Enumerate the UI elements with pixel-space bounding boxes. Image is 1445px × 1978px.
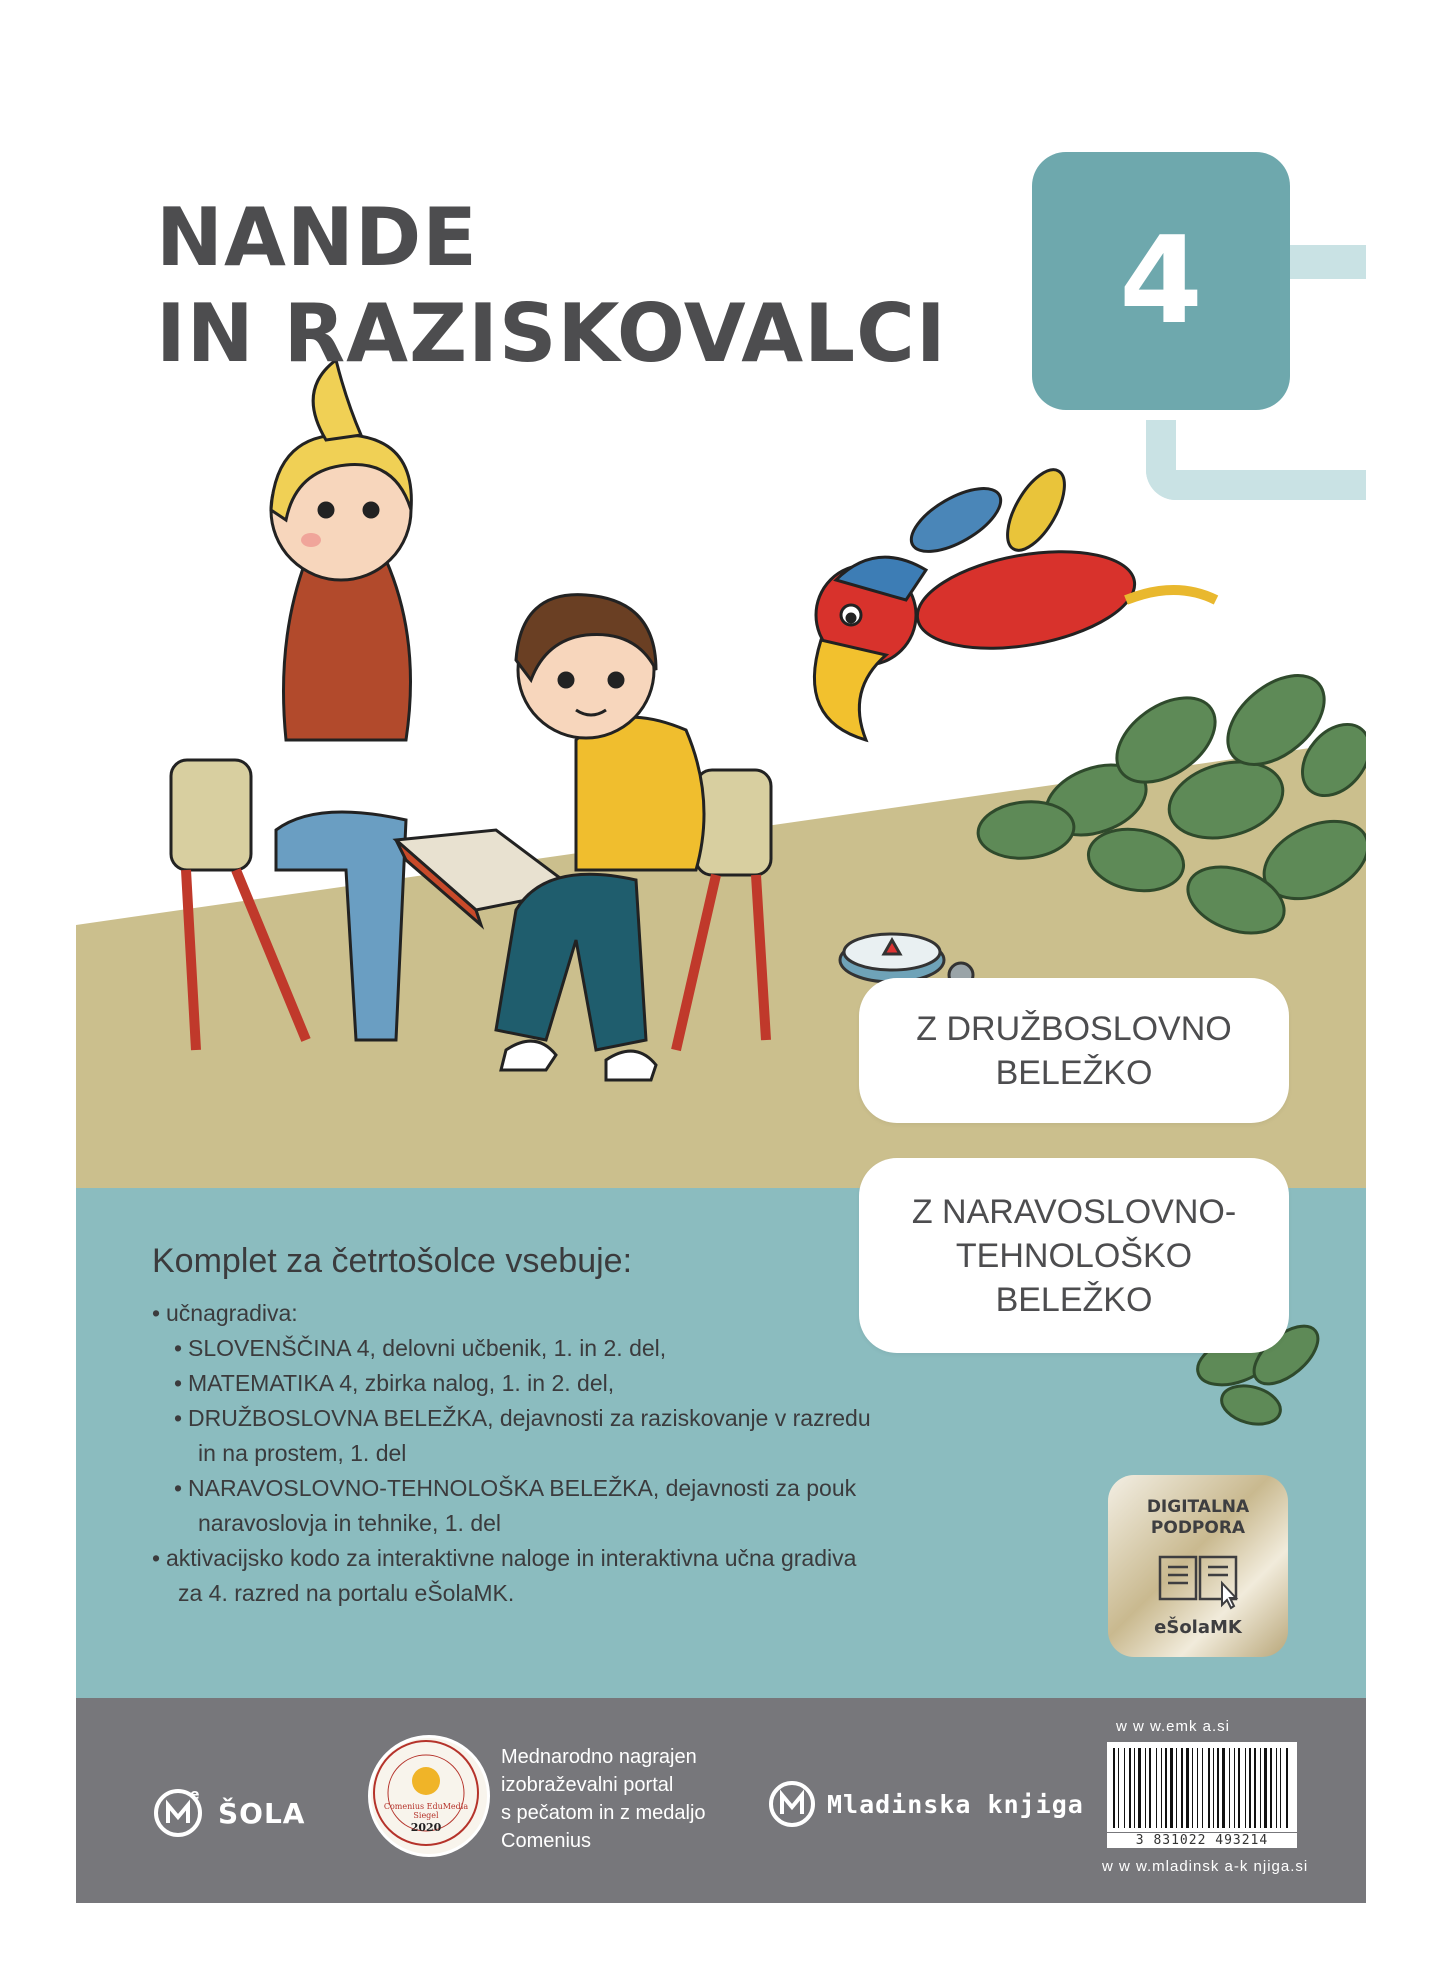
barcode-bar	[1165, 1748, 1167, 1828]
barcode-bar	[1213, 1748, 1214, 1828]
list-item-text: MATEMATIKA 4, zbirka nalog, 1. in 2. del,	[188, 1370, 615, 1396]
barcode-number: 3 831022 493214	[1107, 1833, 1297, 1848]
esola-logo	[152, 1787, 305, 1839]
barcode-bar	[1286, 1748, 1288, 1828]
list-item: • NARAVOSLOVNO-TEHNOLOŠKA BELEŽKA, dejavnosti za pouk	[174, 1475, 857, 1501]
contents-list	[152, 1296, 932, 1611]
award-line-3: s pečatom in z medaljo	[501, 1802, 706, 1824]
barcode-bar	[1156, 1748, 1157, 1828]
emka-url: w w w.emk a.si	[1116, 1718, 1231, 1735]
social-studies-notebook-card	[859, 978, 1289, 1123]
list-item: • učnagradiva:	[152, 1300, 298, 1326]
book-cursor-icon	[1156, 1549, 1240, 1611]
barcode-bar	[1161, 1748, 1162, 1828]
medal-line-2: Siegel	[413, 1811, 439, 1820]
book-back-cover	[76, 40, 1366, 1903]
barcode-bar	[1138, 1748, 1141, 1828]
barcode-bar	[1149, 1748, 1151, 1828]
grade-badge: 4	[1032, 152, 1290, 410]
barcode-bar	[1113, 1748, 1115, 1828]
publisher-name: Mladinska knjiga	[827, 1789, 1084, 1819]
list-item: • aktivacijsko kodo za interaktivne naloge in interaktivna učna gradiva	[152, 1545, 857, 1571]
barcode-bar	[1254, 1748, 1256, 1828]
list-item: • MATEMATIKA 4, zbirka nalog, 1. in 2. del,	[174, 1370, 615, 1396]
esola-name: ŠOLA	[218, 1796, 306, 1830]
mk-circle-icon	[152, 1787, 204, 1839]
barcode-bar	[1124, 1748, 1125, 1828]
barcode-bar	[1238, 1748, 1240, 1828]
barcode-bar	[1222, 1748, 1225, 1828]
barcode-bar	[1276, 1748, 1277, 1828]
barcode-bar	[1134, 1748, 1135, 1828]
parrot-illustration	[814, 461, 1216, 740]
list-item: • DRUŽBOSLOVNA BELEŽKA, dejavnosti za raziskovanje v razredu	[174, 1405, 871, 1431]
barcode-bar	[1202, 1748, 1203, 1828]
list-item-text: NARAVOSLOVNO-TEHNOLOŠKA BELEŽKA, dejavnosti za pouk	[188, 1475, 857, 1501]
barcode-bar	[1264, 1748, 1267, 1828]
list-item-text: SLOVENŠČINA 4, delovni učbenik, 1. in 2. del,	[188, 1335, 667, 1361]
barcode-bar	[1217, 1748, 1219, 1828]
barcode-bar	[1181, 1748, 1183, 1828]
barcode-bar	[1260, 1748, 1261, 1828]
digital-line-2: PODPORA	[1150, 1518, 1246, 1538]
barcode-bar	[1192, 1748, 1193, 1828]
title-line-1: NANDE	[156, 191, 478, 284]
barcode-bar	[1170, 1748, 1173, 1828]
card-2-line-1: Z NARAVOSLOVNO-	[911, 1192, 1237, 1231]
digital-support-badge	[1108, 1475, 1288, 1657]
card-2-line-2: TEHNOLOŠKO	[955, 1236, 1193, 1275]
barcode-bar	[1245, 1748, 1246, 1828]
card-1-line-1: Z DRUŽBOSLOVNO	[916, 1009, 1232, 1048]
comenius-medal-seal	[368, 1735, 490, 1857]
barcode	[1107, 1742, 1297, 1832]
barcode-bar	[1129, 1748, 1131, 1828]
list-item-continuation: in na prostem, 1. del	[198, 1440, 407, 1466]
decorative-bracket	[1146, 420, 1366, 500]
barcode-bar	[1176, 1748, 1177, 1828]
award-line-2: izobraževalni portal	[501, 1774, 674, 1796]
medal-year: 2020	[410, 1821, 442, 1834]
book-title	[156, 190, 947, 382]
barcode-bar	[1280, 1748, 1281, 1828]
barcode-bar	[1118, 1748, 1119, 1828]
barcode-bar	[1145, 1748, 1146, 1828]
digital-brand: eŠolaMK	[1154, 1617, 1242, 1638]
award-line-1: Mednarodno nagrajen	[501, 1746, 697, 1768]
title-line-2: IN RAZISKOVALCI	[156, 287, 947, 380]
award-description	[501, 1743, 706, 1855]
barcode-bar	[1270, 1748, 1272, 1828]
kit-contents	[152, 1240, 932, 1611]
contents-heading: Komplet za četrtošolce vsebuje:	[152, 1242, 633, 1280]
svg-text:e: e	[190, 1787, 200, 1803]
mladinska-url: w w w.mladinsk a-k njiga.si	[1102, 1858, 1309, 1875]
barcode-bar	[1229, 1748, 1230, 1828]
list-item-continuation: naravoslovja in tehnike, 1. del	[198, 1510, 502, 1536]
award-line-4: Comenius	[501, 1830, 592, 1852]
list-item-continuation: za 4. razred na portalu eŠolaMK.	[178, 1580, 515, 1606]
list-item: • SLOVENŠČINA 4, delovni učbenik, 1. in 2. del,	[174, 1335, 667, 1361]
list-item-text: aktivacijsko kodo za interaktivne naloge in interaktivna učna gradiva	[166, 1545, 857, 1571]
mk-logo-icon	[767, 1779, 817, 1829]
card-2-line-3: BELEŽKO	[995, 1280, 1153, 1319]
list-item-text: DRUŽBOSLOVNA BELEŽKA, dejavnosti za raziskovanje v razredu	[188, 1405, 871, 1431]
barcode-bar	[1249, 1748, 1251, 1828]
barcode-bar	[1208, 1748, 1210, 1828]
barcode-bar	[1234, 1748, 1235, 1828]
list-item-text: učnagradiva:	[166, 1300, 298, 1326]
medal-line-1: Comenius EduMedia	[383, 1802, 469, 1811]
mladinska-knjiga-logo	[767, 1779, 1084, 1829]
barcode-bar	[1197, 1748, 1198, 1828]
card-1-line-2: BELEŽKO	[995, 1053, 1153, 1092]
digital-line-1: DIGITALNA	[1146, 1497, 1250, 1517]
barcode-bar	[1186, 1748, 1189, 1828]
